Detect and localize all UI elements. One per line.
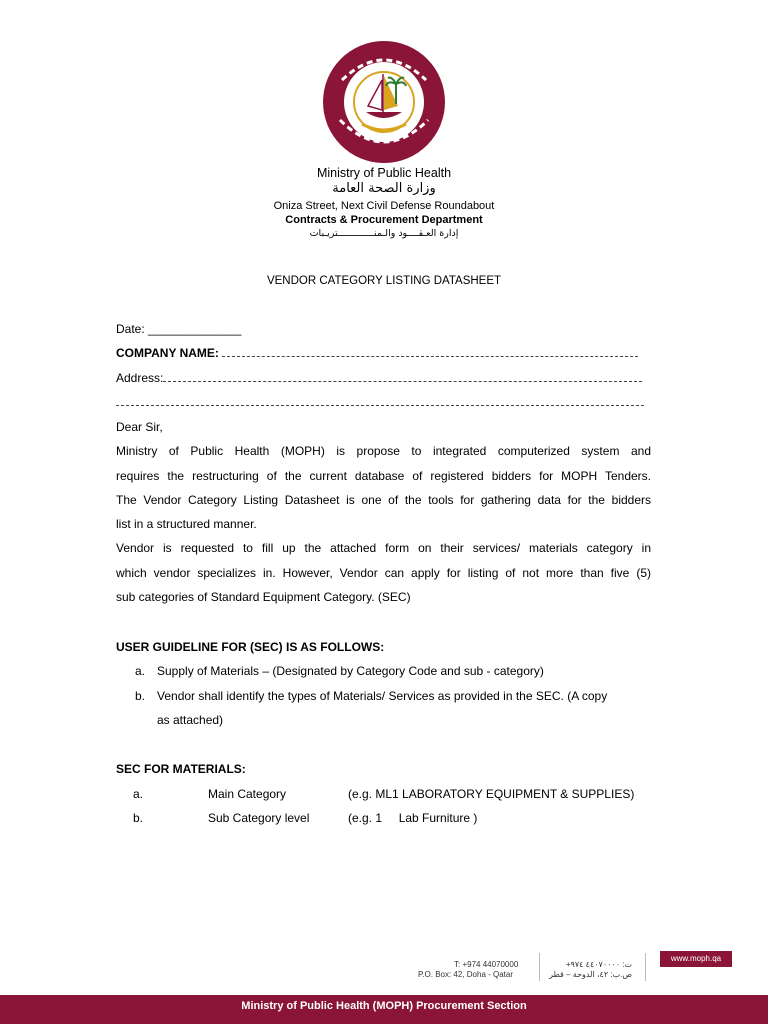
footer-phone-en: T: +974 44070000 bbox=[454, 960, 519, 969]
footer-divider-1 bbox=[539, 953, 540, 981]
sec-row-a-marker: a. bbox=[133, 787, 144, 801]
department-name-en: Contracts & Procurement Department bbox=[285, 214, 483, 226]
paragraph-2-line-2: which vendor specializes in. However, Vendor can apply for listing of not more than five (5) bbox=[116, 565, 651, 580]
sec-row-b-label: Sub Category level bbox=[208, 811, 310, 825]
company-name-field bbox=[116, 346, 638, 360]
paragraph-2-line-1: Vendor is requested to fill up the attached form on their services/ materials category in bbox=[116, 541, 651, 556]
guideline-item-b-text: Vendor shall identify the types of Materials/ Services as provided in the SEC. (A copy bbox=[157, 689, 608, 703]
date-field bbox=[116, 322, 241, 336]
footer-pobox-en: P.O. Box: 42, Doha - Qatar bbox=[418, 970, 514, 979]
company-name-label: COMPANY NAME: bbox=[116, 346, 219, 360]
department-name-ar: إدارة العـقــــود والـمنـــــــــــــتريـبات bbox=[309, 228, 459, 239]
guideline-item-a-text: Supply of Materials – (Designated by Category Code and sub - category) bbox=[157, 664, 544, 678]
guideline-item-b-text-cont: as attached) bbox=[157, 713, 224, 727]
address-line-1 bbox=[163, 372, 642, 382]
sec-row-b-marker: b. bbox=[133, 811, 144, 825]
sec-row-a-example: (e.g. ML1 LABORATORY EQUIPMENT & SUPPLIES) bbox=[348, 787, 635, 801]
salutation: Dear Sir, bbox=[116, 420, 163, 434]
guideline-item-a-marker: a. bbox=[135, 664, 146, 678]
address-line-2 bbox=[116, 396, 644, 406]
footer-pobox-ar: ص.ب: ٤٢، الدوحة – قطر bbox=[549, 970, 632, 979]
ministry-name-ar: وزارة الصحة العامة bbox=[332, 181, 436, 196]
paragraph-1-line-4: list in a structured manner. bbox=[116, 517, 257, 532]
sec-materials-heading: SEC FOR MATERIALS: bbox=[116, 762, 246, 776]
paragraph-2-line-3: sub categories of Standard Equipment Category. (SEC) bbox=[116, 590, 411, 605]
paragraph-1-line-2: requires the restructuring of the current database of registered bidders for MOPH Tenders. bbox=[116, 468, 651, 483]
address-field bbox=[116, 371, 642, 385]
date-label: Date: bbox=[116, 322, 145, 336]
ministry-emblem-logo bbox=[322, 40, 446, 164]
guideline-heading: USER GUIDELINE FOR (SEC) IS AS FOLLOWS: bbox=[116, 640, 385, 654]
paragraph-1-line-1: Ministry of Public Health (MOPH) is propose to integrated computerized system and bbox=[116, 444, 651, 459]
document-title: VENDOR CATEGORY LISTING DATASHEET bbox=[266, 275, 502, 287]
letter-body bbox=[116, 415, 651, 609]
footer-divider-2 bbox=[645, 953, 646, 981]
ministry-address: Oniza Street, Next Civil Defense Roundabout bbox=[273, 200, 495, 212]
sec-row-a-label: Main Category bbox=[208, 787, 287, 801]
sec-row-b-example: (e.g. 1 Lab Furniture ) bbox=[348, 811, 478, 825]
address-label: Address: bbox=[116, 371, 164, 385]
footer-phone-ar: ت: ٤٤٠٧٠٠٠٠ ٩٧٤+ bbox=[565, 960, 632, 969]
date-line: ______________ bbox=[148, 322, 242, 336]
paragraph-1-line-3: The Vendor Category Listing Datasheet is one of the tools for gathering data for the bidders bbox=[116, 492, 651, 507]
ministry-name-en: Ministry of Public Health bbox=[316, 166, 452, 180]
guideline-item-b-marker: b. bbox=[135, 689, 146, 703]
website-url-badge[interactable]: www.moph.qa bbox=[660, 951, 732, 967]
company-name-line bbox=[222, 347, 638, 357]
address-line-2-row bbox=[116, 395, 644, 409]
footer-bar-text: Ministry of Public Health (MOPH) Procurement Section bbox=[241, 1000, 527, 1012]
